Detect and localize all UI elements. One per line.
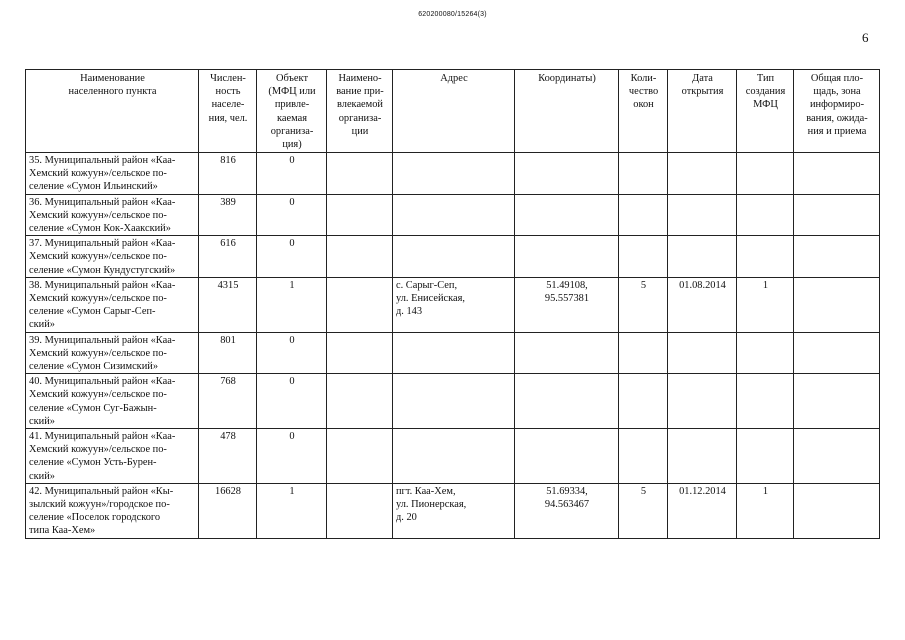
cell-object: 0 bbox=[257, 429, 327, 484]
cell-coordinates bbox=[515, 153, 619, 195]
cell-mfc-type: 1 bbox=[737, 483, 794, 538]
cell-coordinates: 51.69334, 94.563467 bbox=[515, 483, 619, 538]
cell-windows bbox=[619, 332, 668, 374]
header-open-date: Дата открытия bbox=[668, 70, 737, 153]
cell-mfc-type bbox=[737, 194, 794, 236]
table-row bbox=[26, 236, 880, 278]
header-mfc-type: Тип создания МФЦ bbox=[737, 70, 794, 153]
cell-population: 768 bbox=[199, 374, 257, 429]
cell-address: пгт. Каа-Хем, ул. Пионерская, д. 20 bbox=[393, 483, 515, 538]
cell-open-date bbox=[668, 236, 737, 278]
cell-open-date bbox=[668, 332, 737, 374]
cell-organization bbox=[327, 374, 393, 429]
cell-population: 801 bbox=[199, 332, 257, 374]
cell-mfc-type bbox=[737, 153, 794, 195]
cell-address bbox=[393, 153, 515, 195]
cell-mfc-type: 1 bbox=[737, 277, 794, 332]
cell-settlement-name: 36. Муниципальный район «Каа- Хемский кожуун»/сельское по- селение «Сумон Кок-Хаакский» bbox=[26, 194, 199, 236]
document-code: 620200080/15264(3) bbox=[418, 11, 487, 18]
cell-area bbox=[794, 194, 880, 236]
page-number: 6 bbox=[862, 30, 869, 45]
header-windows: Коли- чество окон bbox=[619, 70, 668, 153]
header-population: Числен- ность населе- ния, чел. bbox=[199, 70, 257, 153]
header-coordinates: Координаты) bbox=[515, 70, 619, 153]
cell-windows bbox=[619, 236, 668, 278]
cell-address bbox=[393, 429, 515, 484]
table-row bbox=[26, 153, 880, 195]
header-area: Общая пло- щадь, зона информиро- вания, ожида- ния и приема bbox=[794, 70, 880, 153]
table-row bbox=[26, 483, 880, 538]
cell-windows: 5 bbox=[619, 277, 668, 332]
cell-address bbox=[393, 332, 515, 374]
cell-coordinates bbox=[515, 374, 619, 429]
cell-open-date: 01.08.2014 bbox=[668, 277, 737, 332]
cell-organization bbox=[327, 332, 393, 374]
cell-settlement-name: 37. Муниципальный район «Каа- Хемский кожуун»/сельское по- селение «Сумон Кундустугский» bbox=[26, 236, 199, 278]
cell-organization bbox=[327, 236, 393, 278]
cell-open-date bbox=[668, 153, 737, 195]
cell-open-date bbox=[668, 374, 737, 429]
cell-address bbox=[393, 194, 515, 236]
cell-object: 0 bbox=[257, 332, 327, 374]
cell-coordinates bbox=[515, 332, 619, 374]
cell-object: 0 bbox=[257, 374, 327, 429]
table-row bbox=[26, 374, 880, 429]
cell-open-date: 01.12.2014 bbox=[668, 483, 737, 538]
cell-population: 478 bbox=[199, 429, 257, 484]
settlements-table bbox=[25, 69, 880, 539]
cell-area bbox=[794, 483, 880, 538]
header-settlement-name: Наименование населенного пункта bbox=[26, 70, 199, 153]
cell-address bbox=[393, 236, 515, 278]
cell-address: с. Сарыг-Сеп, ул. Енисейская, д. 143 bbox=[393, 277, 515, 332]
cell-address bbox=[393, 374, 515, 429]
cell-windows bbox=[619, 194, 668, 236]
cell-object: 0 bbox=[257, 153, 327, 195]
cell-windows bbox=[619, 374, 668, 429]
cell-area bbox=[794, 429, 880, 484]
table-row bbox=[26, 277, 880, 332]
cell-organization bbox=[327, 483, 393, 538]
cell-population: 616 bbox=[199, 236, 257, 278]
cell-area bbox=[794, 153, 880, 195]
table-row bbox=[26, 429, 880, 484]
table-header-row bbox=[26, 70, 880, 153]
cell-coordinates bbox=[515, 429, 619, 484]
cell-settlement-name: 39. Муниципальный район «Каа- Хемский кожуун»/сельское по- селение «Сумон Сизимский» bbox=[26, 332, 199, 374]
cell-population: 389 bbox=[199, 194, 257, 236]
cell-population: 816 bbox=[199, 153, 257, 195]
cell-settlement-name: 42. Муниципальный район «Кы- зылский кожуун»/городское по- селение «Поселок городского типа Каа-Хем» bbox=[26, 483, 199, 538]
cell-settlement-name: 38. Муниципальный район «Каа- Хемский кожуун»/сельское по- селение «Сумон Сарыг-Сеп- ский» bbox=[26, 277, 199, 332]
cell-mfc-type bbox=[737, 374, 794, 429]
cell-object: 0 bbox=[257, 236, 327, 278]
cell-area bbox=[794, 332, 880, 374]
cell-population: 4315 bbox=[199, 277, 257, 332]
cell-object: 1 bbox=[257, 277, 327, 332]
cell-area bbox=[794, 236, 880, 278]
cell-coordinates bbox=[515, 194, 619, 236]
table-row bbox=[26, 194, 880, 236]
cell-windows bbox=[619, 153, 668, 195]
cell-area bbox=[794, 374, 880, 429]
cell-object: 1 bbox=[257, 483, 327, 538]
cell-mfc-type bbox=[737, 236, 794, 278]
cell-open-date bbox=[668, 429, 737, 484]
cell-open-date bbox=[668, 194, 737, 236]
cell-organization bbox=[327, 277, 393, 332]
cell-windows bbox=[619, 429, 668, 484]
cell-population: 16628 bbox=[199, 483, 257, 538]
header-address: Адрес bbox=[393, 70, 515, 153]
cell-settlement-name: 41. Муниципальный район «Каа- Хемский кожуун»/сельское по- селение «Сумон Усть-Бурен- ский» bbox=[26, 429, 199, 484]
cell-windows: 5 bbox=[619, 483, 668, 538]
cell-organization bbox=[327, 194, 393, 236]
header-object: Объект (МФЦ или привле- каемая организа- ция) bbox=[257, 70, 327, 153]
cell-coordinates bbox=[515, 236, 619, 278]
cell-mfc-type bbox=[737, 332, 794, 374]
table-body bbox=[26, 153, 880, 539]
cell-object: 0 bbox=[257, 194, 327, 236]
cell-organization bbox=[327, 153, 393, 195]
cell-coordinates: 51.49108, 95.557381 bbox=[515, 277, 619, 332]
cell-settlement-name: 40. Муниципальный район «Каа- Хемский кожуун»/сельское по- селение «Сумон Суг-Бажын- ский» bbox=[26, 374, 199, 429]
cell-settlement-name: 35. Муниципальный район «Каа- Хемский кожуун»/сельское по- селение «Сумон Ильинский» bbox=[26, 153, 199, 195]
cell-organization bbox=[327, 429, 393, 484]
cell-area bbox=[794, 277, 880, 332]
table-row bbox=[26, 332, 880, 374]
header-organization: Наимено- вание при- влекаемой организа- ции bbox=[327, 70, 393, 153]
cell-mfc-type bbox=[737, 429, 794, 484]
